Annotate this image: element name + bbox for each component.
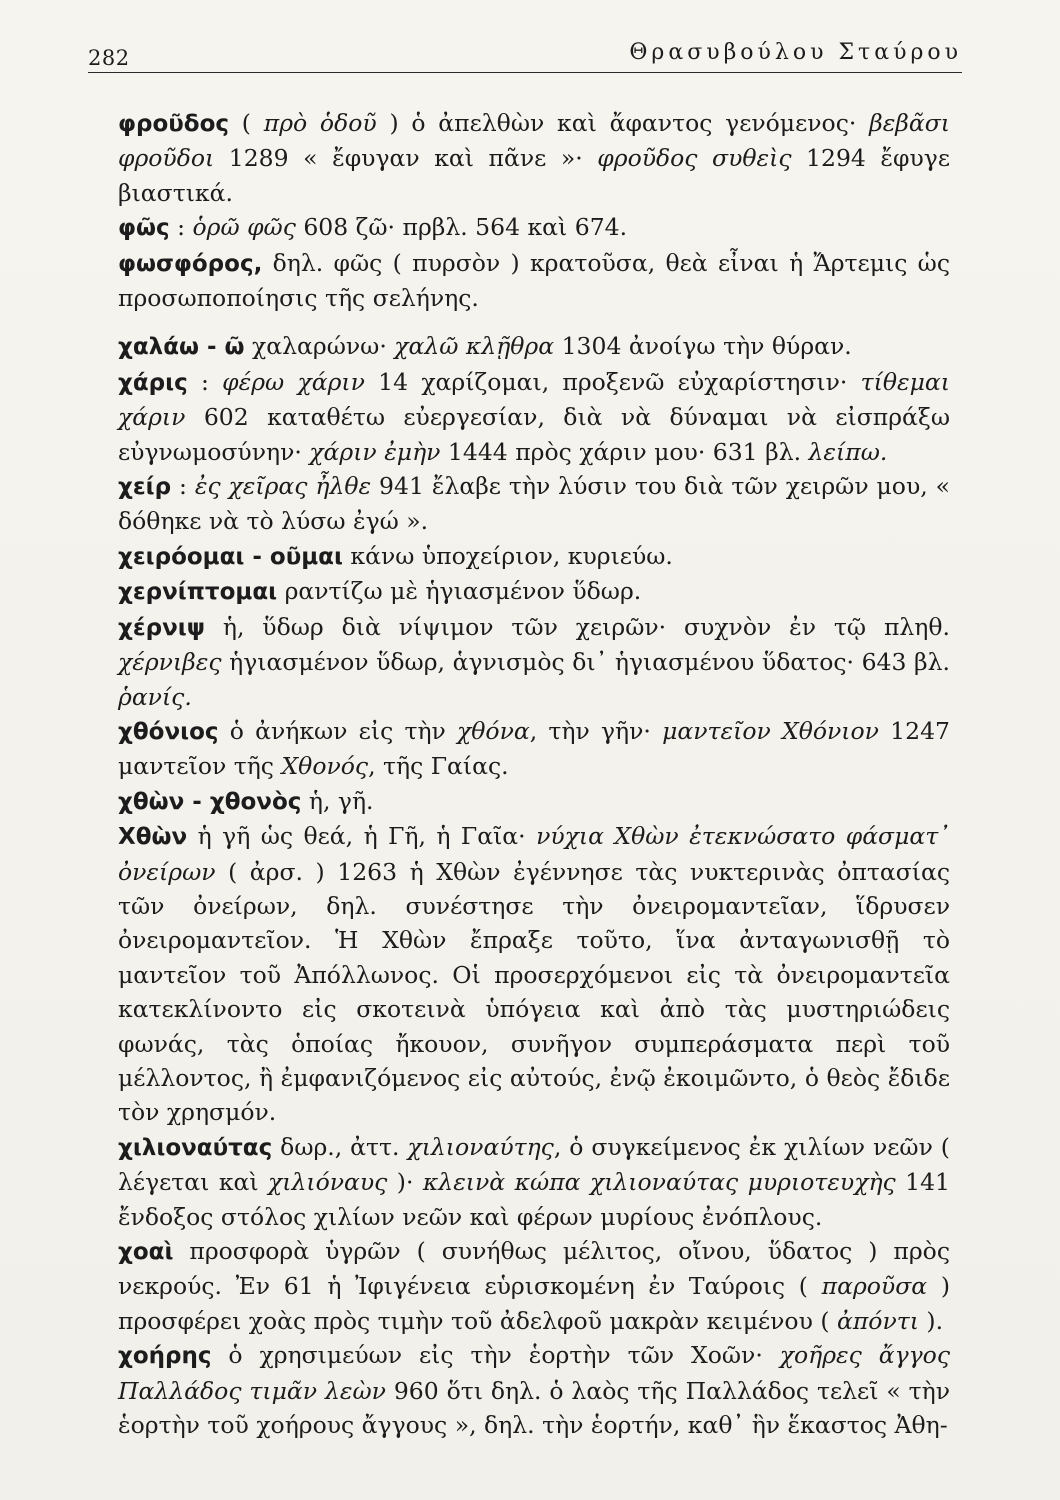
definition-text: ( (229, 109, 264, 137)
definition-text: ἡ γῆ ὡς θεά, ἡ Γῆ, ἡ Γαῖα· (187, 822, 537, 851)
glossary-entry (118, 574, 950, 609)
glossary-entry (118, 714, 950, 784)
headword: χέρνιψ (118, 614, 205, 641)
headword: χθόνιος (118, 718, 219, 745)
glossary-entry (118, 784, 950, 819)
definition-text: ἡ, γῆ. (301, 786, 374, 815)
definition-text: , τὴν γῆν· (529, 716, 663, 745)
glossary-body (118, 106, 950, 1442)
definition-text: ) ὁ ἀπελθὼν καὶ ἄφαντος γενόμενος· (376, 109, 870, 137)
italic-quote: χάριν ἐμὴν (309, 437, 441, 466)
headword: Χθὼν (118, 824, 188, 851)
definition-text: : (187, 367, 223, 396)
italic-quote: βεβᾶσι φροῦδοι (118, 109, 951, 173)
running-head: Θρασυβούλου Σταύρου (629, 40, 962, 65)
definition-text: προσφορὰ ὑγρῶν ( συνήθως μέλιτος, οἴνου, ὕδατος ) πρὸς νεκρούς. Ἐν 61 ἡ Ἰφιγένεια εὑρισκομένη ἐν Ταύροις ( (118, 1237, 950, 1301)
page-header (88, 32, 962, 73)
italic-quote: φροῦδος συθεὶς (597, 144, 792, 173)
definition-text: , τῆς Γαίας. (368, 752, 509, 781)
italic-quote: παροῦσα (821, 1272, 928, 1301)
headword: χθὼν - χθονὸς (118, 788, 302, 815)
italic-quote: χαλῶ κλῇθρα (394, 332, 555, 361)
italic-quote: ἀπόντι (836, 1306, 919, 1335)
glossary-entry (118, 819, 950, 1130)
italic-quote: χιλιοναύτης (407, 1132, 554, 1161)
definition-text: ). (918, 1306, 944, 1335)
italic-quote: χέρνιβες (118, 648, 222, 677)
headword: χοαὶ (118, 1239, 174, 1265)
glossary-entry (118, 329, 950, 364)
glossary-entry (118, 539, 950, 574)
italic-quote: Χθονός (281, 752, 369, 781)
definition-text: ἡγιασμένον ὕδωρ, ἁγνισμὸς δι᾽ ἡγιασμένου ὕδατος· 643 βλ. (221, 648, 950, 677)
definition-text: δωρ., ἀττ. (272, 1132, 408, 1161)
headword: χείρ (118, 474, 172, 501)
definition-text: ( ἀρσ. ) 1263 ἡ Χθὼν ἐγέννησε τὰς νυκτερινὰς ὀπτασίας τῶν ὀνείρων, δηλ. συνέστησε τὴν ὀνειρομαντεῖαν, ἵδρυσεν ὀνειρομαντεῖον. Ἡ Χθὼν ἔπραξε τοῦτο, ἵνα ἀνταγωνισθῇ τὸ μαντεῖον τοῦ Ἀπόλλωνος. Οἱ προσερχόμενοι εἰς τὰ ὀνειρομαντεῖα κατεκλίνοντο εἰς σκοτεινὰ ὑπόγεια καὶ ἀπὸ τὰς μυστηριώδεις φωνάς, τὰς ὁποίας ἤκουον, συνῆγον συμπεράσματα περὶ τοῦ μέλλοντος, ἢ ἐμφανιζόμενος εἰς αὐτούς, ἐνῷ ἐκοιμῶντο, ὁ θεὸς ἔδιδε τὸν χρησμόν. (118, 857, 950, 1127)
italic-quote: χοῆρες ἄγγος Παλλάδος τιμᾶν λεὼν (118, 1341, 950, 1405)
italic-quote: τίθεμαι χάριν (118, 367, 950, 432)
definition-text: ) προσφέρει χοὰς πρὸς τιμὴν τοῦ ἀδελφοῦ μακρὰν κειμένου ( (118, 1272, 950, 1335)
definition-text: 14 χαρίζομαι, προξενῶ εὐχαρίστησιν· (364, 367, 861, 396)
page-number: 282 (88, 46, 130, 70)
definition-text: : (171, 472, 195, 501)
italic-quote: φέρω χάριν (222, 367, 365, 396)
italic-quote: ῥανίς. (118, 682, 192, 711)
definition-text: 960 ὅτι δηλ. ὁ λαὸς τῆς Παλλάδος τελεῖ « τὴν ἑορτὴν τοῦ χοήρους ἄγγους », δηλ. τὴν ἑορτήν, καθ᾽ ἣν ἕκαστος Ἀθη- (118, 1376, 950, 1440)
definition-text: δηλ. φῶς ( πυρσὸν ) κρατοῦσα, θεὰ εἶναι ἡ Ἄρτεμις ὡς προσωποποίησις τῆς σελήνης. (118, 248, 950, 313)
headword: χιλιοναύτας (118, 1134, 273, 1161)
italic-quote: μαντεῖον Χθόνιον (662, 716, 879, 745)
glossary-entry (118, 246, 950, 316)
italic-quote: κλεινὰ κώπα χιλιοναύτας μυριοτευχὴς (422, 1168, 896, 1197)
headword: χοήρης (118, 1343, 212, 1370)
italic-quote: χιλιόναυς (268, 1168, 388, 1197)
definition-text: κάνω ὑποχείριον, κυριεύω. (342, 541, 673, 570)
definition-text: 1294 ἔφυγε βιαστικά. (118, 144, 950, 207)
definition-text: ὁ χρησιμεύων εἰς τὴν ἑορτὴν τῶν Χοῶν· (211, 1341, 780, 1370)
headword: φροῦδος (118, 111, 230, 137)
italic-quote: νύχια Χθὼν ἐτεκνώσατο φάσματ᾽ ὀνείρων (118, 822, 950, 886)
glossary-entry (118, 1130, 950, 1234)
definition-text: 1247 μαντεῖον τῆς (118, 716, 950, 781)
italic-quote: χθόνα (457, 716, 530, 745)
glossary-entry (118, 365, 950, 469)
italic-quote: πρὸ ὁδοῦ (263, 109, 377, 137)
definition-text: , ὁ συγκείμενος ἐκ χιλίων νεῶν ( λέγεται καὶ (118, 1132, 950, 1197)
glossary-entry (118, 1338, 950, 1442)
glossary-entry (118, 469, 950, 539)
definition-text: 141 ἔνδοξος στόλος χιλίων νεῶν καὶ φέρων μυρίους ἐνόπλους. (118, 1168, 950, 1231)
definition-text: 941 ἔλαβε τὴν λύσιν του διὰ τῶν χειρῶν μου, « δόθηκε νὰ τὸ λύσω ἐγώ ». (118, 472, 951, 536)
definition-text: 1444 πρὸς χάριν μου· 631 βλ. (440, 437, 809, 466)
definition-text: ὁ ἀνήκων εἰς τὴν (218, 716, 458, 745)
italic-quote: λείπω. (808, 437, 888, 466)
glossary-entry (118, 210, 950, 245)
headword: χαλάω - ῶ (118, 334, 245, 361)
definition-text: 608 ζῶ· πρβλ. 564 καὶ 674. (295, 213, 628, 242)
headword: χάρις (118, 369, 188, 396)
definition-text: ραντίζω μὲ ἡγιασμένον ὕδωρ. (277, 577, 642, 606)
italic-quote: ὁρῶ φῶς (192, 213, 296, 242)
definition-text: ἡ, ὕδωρ διὰ νίψιμον τῶν χειρῶν· συχνὸν ἐν τῷ πληθ. (205, 612, 950, 641)
headword: φωσφόρος, (118, 250, 263, 277)
glossary-entry (118, 1234, 950, 1338)
glossary-entry (118, 610, 950, 714)
headword: φῶς (118, 215, 170, 242)
definition-text: )· (387, 1168, 423, 1197)
headword: χειρόομαι - οῦμαι (118, 543, 343, 570)
definition-text: : (169, 213, 193, 242)
definition-text: 1289 « ἔφυγαν καὶ πᾶνε »· (214, 144, 598, 173)
glossary-entry (118, 106, 950, 210)
italic-quote: ἐς χεῖρας ἦλθε (194, 472, 372, 501)
definition-text: 602 καταθέτω εὐεργεσίαν, διὰ νὰ δύναμαι νὰ εἰσπράξω εὐγνωμοσύνην· (118, 403, 950, 466)
definition-text: χαλαρώνω· (244, 332, 395, 361)
headword: χερνίπτομαι (118, 579, 278, 606)
definition-text: 1304 ἀνοίγω τὴν θύραν. (554, 332, 852, 361)
